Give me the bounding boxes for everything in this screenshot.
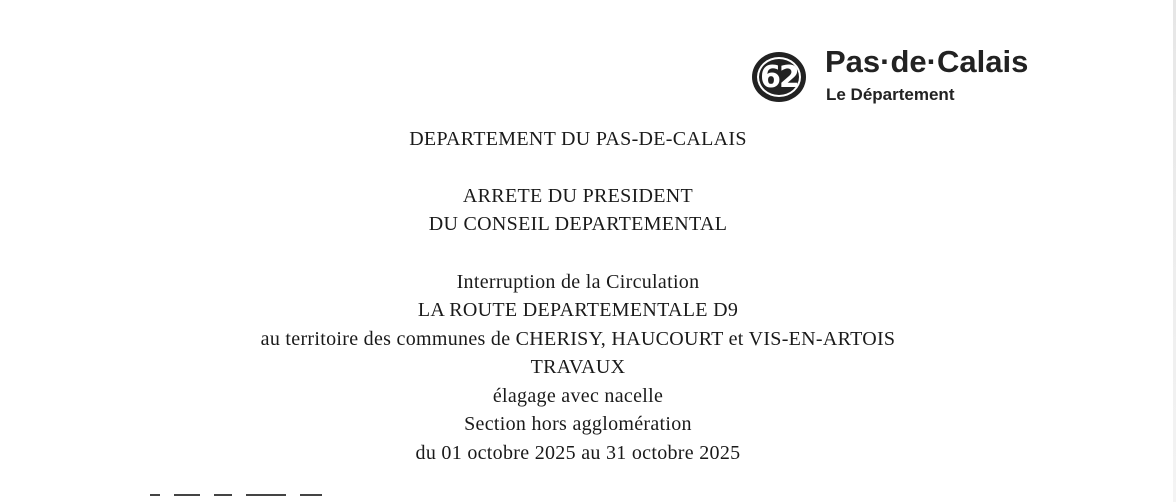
subject-line-2: LA ROUTE DEPARTEMENTALE D9 — [417, 299, 739, 321]
logo-subtitle: Le Département — [826, 85, 955, 104]
cut-off-text-fragment — [150, 494, 410, 502]
department-heading: DEPARTEMENT DU PAS-DE-CALAIS — [409, 128, 747, 150]
logo-badge — [752, 52, 806, 102]
logo-badge-number: 62 — [760, 59, 798, 95]
department-logo — [752, 44, 1082, 108]
subject-line-3: au territoire des communes de CHERISY, HAUCOURT et VIS-EN-ARTOIS — [260, 328, 896, 350]
logo-title: Pas·de·Calais — [825, 44, 1029, 79]
subject-line-7: du 01 octobre 2025 au 31 octobre 2025 — [415, 442, 741, 464]
subject-line-5: élagage avec nacelle — [492, 385, 664, 407]
subject-line-6: Section hors agglomération — [464, 413, 692, 435]
subject-line-1: Interruption de la Circulation — [456, 271, 700, 293]
subject-line-4: TRAVAUX — [530, 356, 626, 378]
decree-title-line-1: ARRETE DU PRESIDENT — [462, 185, 694, 207]
decree-title-line-2: DU CONSEIL DEPARTEMENTAL — [428, 213, 728, 235]
